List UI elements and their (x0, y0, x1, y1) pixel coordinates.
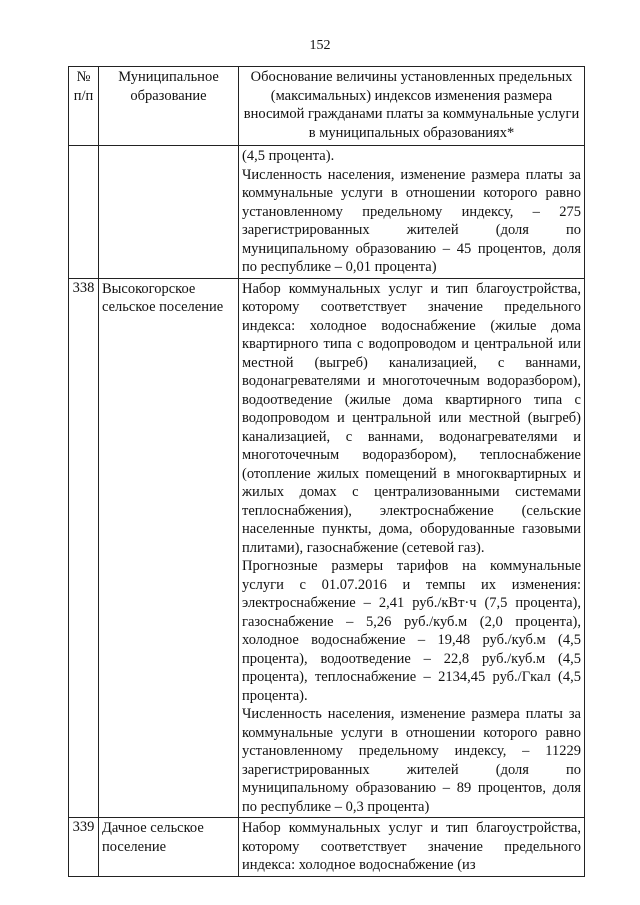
page-number: 152 (309, 38, 331, 53)
justification-paragraph: Прогнозные размеры тарифов на коммунальные услуги с 01.07.2016 и темпы их изменения: электроснабжение – 2,41 руб./кВт·ч (7,5 процента), газоснабжение – 5,26 руб./куб.м (2,0 процента), холодное водоснабжение – 19,48 руб./куб.м (4,5 процента), водоотведение – 22,8 руб./куб.м (4,5 процента), теплоснабжение – 2134,45 руб./Гкал (4,5 процента). (242, 558, 581, 704)
row-justification (239, 278, 585, 818)
table-row (69, 146, 585, 279)
row-justification (239, 818, 585, 877)
row-number: 338 (69, 278, 99, 818)
header-number: № п/п (69, 67, 99, 146)
justification-paragraph: Набор коммунальных услуг и тип благоустройства, которому соответствует значение предельного индекса: холодное водоснабжение (из (242, 820, 581, 873)
tariff-index-table (68, 66, 585, 877)
row-municipality: Дачное сельское поселение (99, 818, 239, 877)
row-justification (239, 146, 585, 279)
justification-paragraph: Численность населения, изменение размера платы за коммунальные услуги в отношении которого равно установленному предельному индексу, – 11229 зарегистрированных жителей (доля по муниципальному образованию – 89 процентов, доля по республике – 0,3 процента) (242, 706, 581, 815)
row-municipality (99, 146, 239, 279)
header-municipality: Муниципальное образование (99, 67, 239, 146)
table-row (69, 278, 585, 818)
row-number: 339 (69, 818, 99, 877)
row-number (69, 146, 99, 279)
row-municipality: Высокогорское сельское поселение (99, 278, 239, 818)
table-header-row (69, 67, 585, 146)
justification-paragraph: (4,5 процента). (242, 148, 335, 164)
justification-paragraph: Набор коммунальных услуг и тип благоустройства, которому соответствует значение предельного индекса: холодное водоснабжение (жилые дома квартирного типа с водопроводом и центральной или местной (выгреб) канализацией, с ваннами, водонагревателями и многоточечным водоразбором), водоотведение (жилые дома квартирного типа с водопроводом и центральной или местной (выгреб) канализацией, с ваннами, водонагревателями и многоточечным водоразбором), теплоснабжение (отопление жилых помещений в многоквартирных и жилых домах с централизованными системами теплоснабжения), электроснабжение (сельские населенные пункты, дома, оборудованные газовыми плитами), газоснабжение (сетевой газ). (242, 280, 581, 556)
header-justification: Обоснование величины установленных предельных (максимальных) индексов изменения размера вносимой гражданами платы за коммунальные услуги в муниципальных образованиях* (239, 67, 585, 146)
justification-paragraph: Численность населения, изменение размера платы за коммунальные услуги в отношении которого равно установленному предельному индексу, – 275 зарегистрированных жителей (доля по муниципальному образованию – 45 процентов, доля по республике – 0,01 процента) (242, 166, 581, 275)
table-row (69, 818, 585, 877)
